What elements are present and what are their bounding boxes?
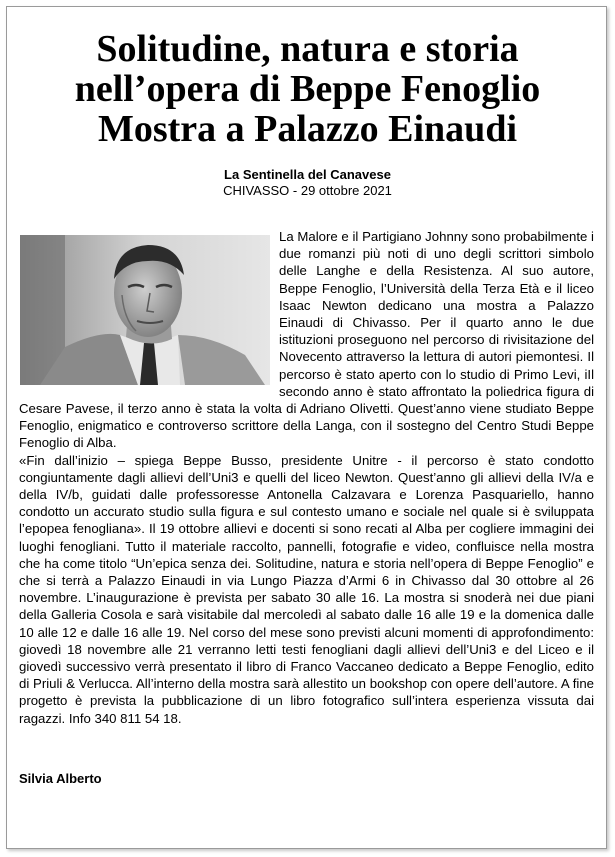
dateline: CHIVASSO - 29 ottobre 2021 xyxy=(223,183,392,198)
title-line-3: Mostra a Palazzo Einaudi xyxy=(97,108,518,150)
article-body xyxy=(19,228,594,727)
article-paragraph-1: La Malore e il Partigiano Johnny sono probabilmente i due romanzi più noti di uno degli scrittori simbolo delle Langhe e della Resistenza. Al suo autore, Beppe Fenoglio, l’Università della Terza Età e il liceo Isaac Newton dedicano una mostra a Palazzo Einaudi di Chivasso. Per il quarto anno le due istituzioni proseguono nel percorso di rivisitazione del Novecento attraverso la lettura di autori piemontesi. Il percorso è stato aperto con lo studio di Primo Levi, iIl secondo anno è stato affrontato la poliedrica figura di Cesare Pavese, il terzo anno è stata la volta di Adriano Olivetti. Quest’anno viene studiato Beppe Fenoglio, enigmatico e controverso scrittore della Langa, con il sostegno del Centro Studi Beppe Fenoglio di Alba. xyxy=(19,229,594,451)
title-line-1: Solitudine, natura e storia xyxy=(96,28,519,70)
author-name: Silvia Alberto xyxy=(19,771,102,786)
newspaper-source: La Sentinella del Canavese xyxy=(224,167,391,182)
article-title xyxy=(7,29,608,149)
article-paragraph-2: «Fin dall’inizio – spiega Beppe Busso, presidente Unitre - il percorso è stato condotto congiuntamente dagli allievi dell’Uni3 e quelli del liceo Newton. Quest’anno gli allievi della IV/a e della IV/b, guidati dalle professoresse Antonella Calzavara e Lorenza Pasquariello, hanno condotto un accurato studio sulla figura e sul contesto umano e sociale nel quale si è sviluppata l’epopea fenogliana». Il 19 ottobre allievi e docenti si sono recati al Alba per cogliere immagini dei luoghi fenogliani. Tutto il materiale raccolto, pannelli, fotografie e video, confluisce nella mostra che ha come titolo “Un’epica senza dei. Solitudine, natura e storia nell’opera di Beppe Fenoglio” e che si terrà a Palazzo Einaudi in via Lungo Piazza d’Armi 6 in Chivasso dal 30 ottobre al 26 novembre. L’inaugurazione è prevista per sabato 30 alle 16. La mostra si snoderà nei due piani della Galleria Cosola e sarà visitabile dal mercoledì al sabato dalle 16 alle 19 e la domenica dalle 10 alle 12 e dalle 16 alle 19. Nel corso del mese sono previsti alcuni momenti di approfondimento: giovedì 18 novembre alle 21 verranno letti testi fenogliani dagli allievi dell’Uni3 e del Liceo e il giovedì successivo verrà presentato il libro di Franco Vaccaneo dedicato a Beppe Fenoglio, edito di Priuli & Verlucca. All’interno della mostra sarà allestito un bookshop con opere dell’autore. A fine progetto è prevista la pubblicazione di un libro fotografico sull’intera esperienza vissuta dai ragazzi. Info 340 811 54 18. xyxy=(19,452,594,726)
document-page xyxy=(6,6,607,849)
title-line-2: nell’opera di Beppe Fenoglio xyxy=(74,68,541,110)
photo-spacer xyxy=(19,228,279,383)
